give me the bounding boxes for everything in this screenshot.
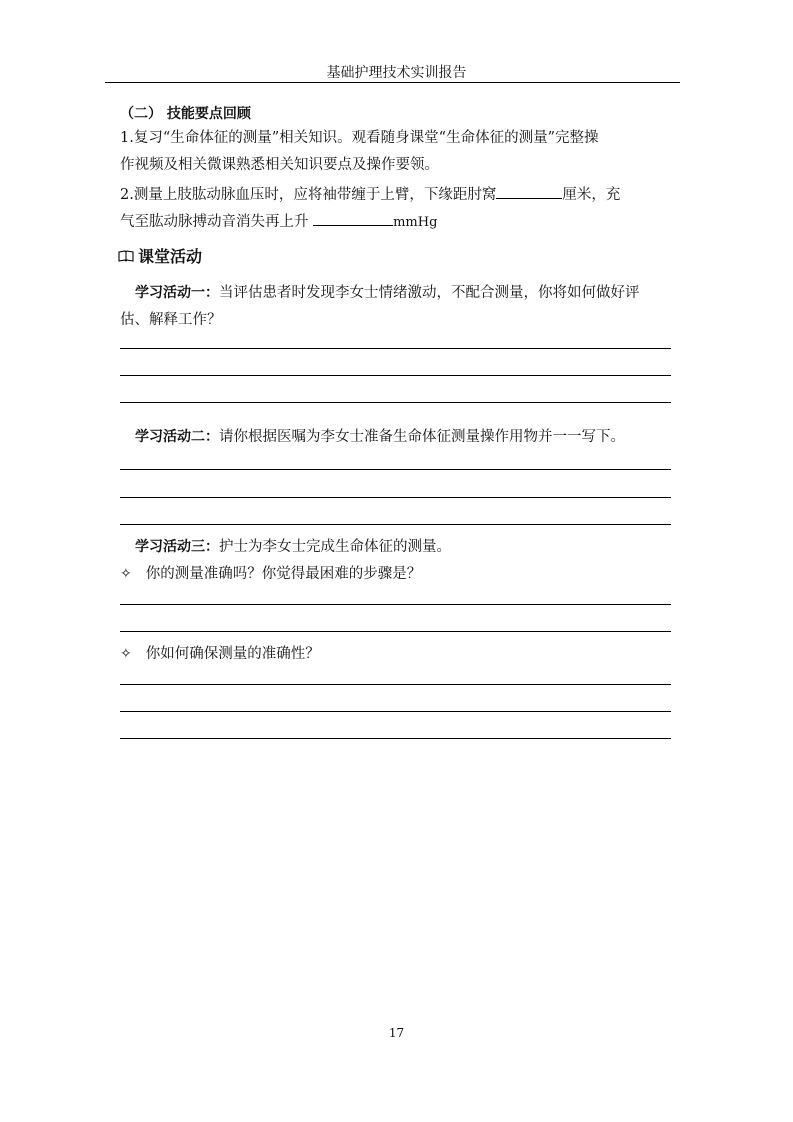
answer-line-2[interactable] <box>120 375 671 376</box>
activity1-line2: 估、解释工作？ <box>120 312 222 328</box>
fill-blank-mmhg[interactable] <box>313 211 393 226</box>
question2-line <box>120 642 320 663</box>
skills-item2-text-c: 气至肱动脉搏动音消失再上升 <box>120 214 314 230</box>
activity2-line <box>135 425 625 446</box>
page-number: 17 <box>388 1026 405 1040</box>
activity3-text: 护士为李女士完成生命体征的测量。 <box>219 539 451 555</box>
skills-item2-line1 <box>120 183 620 204</box>
activity3-line <box>135 535 451 556</box>
activity1-text: 当评估患者时发现李女士情绪激动，不配合测量，你将如何做好评 <box>219 285 640 301</box>
skills-item2-text-a: 2.测量上肢肱动脉血压时，应将袖带缠于上臂，下缘距肘窝 <box>120 187 497 203</box>
answer-line-7[interactable] <box>120 604 671 605</box>
header-divider <box>105 82 680 83</box>
answer-line-8[interactable] <box>120 631 671 632</box>
book-icon <box>118 249 134 263</box>
section-heading-skills-review: （二） 技能要点回顾 <box>120 106 251 122</box>
answer-line-5[interactable] <box>120 497 671 498</box>
diamond-bullet-icon: ✧ <box>120 646 132 662</box>
answer-line-1[interactable] <box>120 348 671 349</box>
unit-mmhg: mmHg <box>393 215 438 230</box>
activity3-label: 学习活动三： <box>135 539 219 555</box>
activity1-label: 学习活动一： <box>135 285 219 301</box>
activity2-label: 学习活动二： <box>135 429 219 445</box>
skills-item2-text-b: 厘米，充 <box>562 187 621 203</box>
question2-text: 你如何确保测量的准确性？ <box>145 646 320 662</box>
answer-line-11[interactable] <box>120 738 671 739</box>
skills-item2-line2 <box>120 210 437 231</box>
question1-text: 你的测量准确吗？你觉得最困难的步骤是？ <box>145 566 422 582</box>
page-header-title: 基础护理技术实训报告 <box>326 65 467 81</box>
activity2-text: 请你根据医嘱为李女士准备生命体征测量操作用物并一一写下。 <box>219 429 625 445</box>
activity1-line1 <box>135 281 640 302</box>
question1-line <box>120 562 421 583</box>
answer-line-4[interactable] <box>120 469 671 470</box>
diamond-bullet-icon: ✧ <box>120 566 132 582</box>
fill-blank-cm[interactable] <box>496 184 562 199</box>
answer-line-3[interactable] <box>120 402 671 403</box>
classroom-heading-text: 课堂活动 <box>138 247 203 266</box>
skills-item1-line2: 作视频及相关微课熟悉相关知识要点及操作要领。 <box>120 157 439 173</box>
answer-line-9[interactable] <box>120 684 671 685</box>
answer-line-6[interactable] <box>120 524 671 525</box>
classroom-heading <box>118 244 202 267</box>
skills-item1-line1: 1.复习“生命体征的测量”相关知识。观看随身课堂“生命体征的测量”完整操 <box>120 130 599 146</box>
answer-line-10[interactable] <box>120 711 671 712</box>
